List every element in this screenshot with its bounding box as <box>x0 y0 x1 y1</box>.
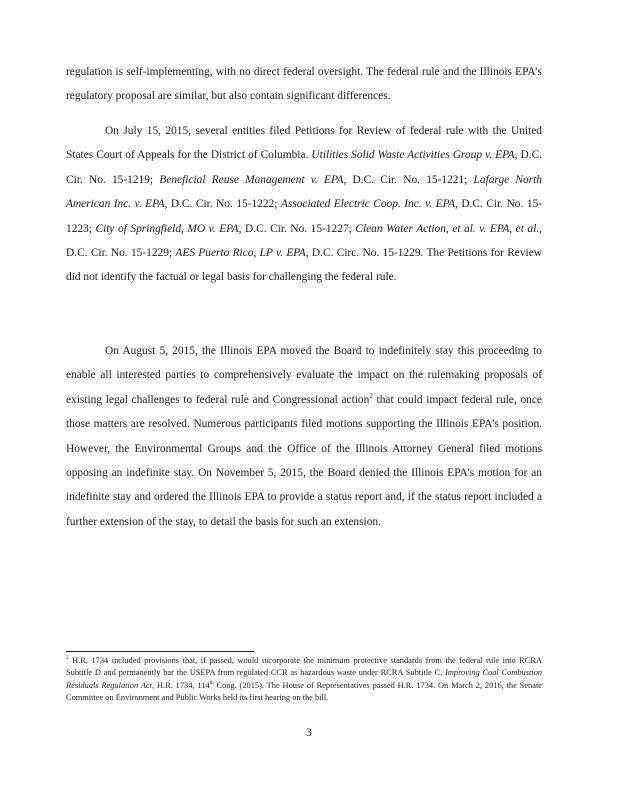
footnote-text-3: Cong. (2015). The House of Representatives passed H.R. 1734. On March 2, 2016, the Senate Committee on Environment and Public Works held its first hearing on the bill. <box>66 680 543 702</box>
paragraph-3 <box>66 339 542 534</box>
case-citation: , D.C. Cir. No. 15-1221; <box>343 173 474 186</box>
case-name: AES Puerto Rico, LP v. EPA <box>175 247 306 260</box>
case-citation: , D.C. Cir. No. 15-1227; <box>238 222 356 235</box>
footnote-reference: 2 <box>369 392 373 401</box>
footnote-act-title: Improving Coal Combustion Residuals Regulation Act <box>66 668 542 690</box>
paragraph-2 <box>66 119 542 290</box>
case-citation: , D.C. Cir. No. 15-1223; <box>66 198 543 235</box>
paragraph-1-text: regulation is self-implementing, with no direct federal oversight. The federal rule and the Illinois EPA’s regulatory proposal are similar, but also contain significant differences. <box>66 66 542 103</box>
footnote-marker: 2 <box>66 655 69 662</box>
paragraph-1 <box>66 60 542 109</box>
paragraph-3-after-note: that could impact federal rule, once those matters are resolved. Numerous participants filed motions supporting the Illinois EPA’s position. However, the Environmental Groups and the Office of the Illinois Attorney General filed motions opposing an indefinite stay. On November 5, 2015, the Board denied the Illinois EPA’s motion for an indefinite stay and ordered the Illinois EPA to provide a status report and, if the status report included a further extension of the stay, to detail the basis for such an extension. <box>66 393 542 528</box>
case-name: Lafarge North American Inc. v. EPA <box>66 173 542 211</box>
page-number: 3 <box>306 727 312 739</box>
case-name: Clean Water Action, et al. v. EPA, et al. <box>355 222 540 235</box>
case-name: Beneficial Reuse Management v. EPA <box>159 173 344 186</box>
case-citation: , D.C. Cir. No. 15-1222; <box>164 198 281 211</box>
footnote-text-2: , H.R. 1734, 114 <box>152 680 210 690</box>
paragraph-3-before-note: On August 5, 2015, the Illinois EPA moved the Board to indefinitely stay this proceeding to enable all interested parties to comprehensively evaluate the impact on the rulemaking proposals of existing legal challenges to federal rule and Congressional action <box>66 345 542 406</box>
footnote-2 <box>66 655 542 704</box>
paragraph-2-intro: On July 15, 2015, several entities filed Petitions for Review of federal rule with the United States Court of Appeals for the District of Columbia. <box>66 125 542 162</box>
case-citation: , D.C. Cir. No. 15-1219; <box>66 149 543 186</box>
case-name: City of Springfield, MO v. EPA <box>95 222 239 235</box>
footnote-ordinal: th <box>209 679 214 686</box>
paragraph-2-closing: The Petitions for Review did not identify the factual or legal basis for challenging the federal rule. <box>66 247 542 284</box>
case-name: Associated Electric Coop. Inc. v. EPA <box>280 198 456 211</box>
case-citation: , D.C. Circ. No. 15-1229. <box>305 247 424 260</box>
case-citation: , D.C. Cir. No. 15-1229; <box>66 222 542 260</box>
footnote-divider <box>66 651 254 652</box>
footnote-text-1: H.R. 1734 included provisions that, if passed, would incorporate the minimum protective standards from the federal rule into RCRA Subtitle D and permanently bar the USEPA from regulated CCR as hazardous waste under RCRA Subtitle C. <box>66 656 542 678</box>
case-name: Utilities Solid Waste Activities Group v. EPA <box>311 149 515 162</box>
